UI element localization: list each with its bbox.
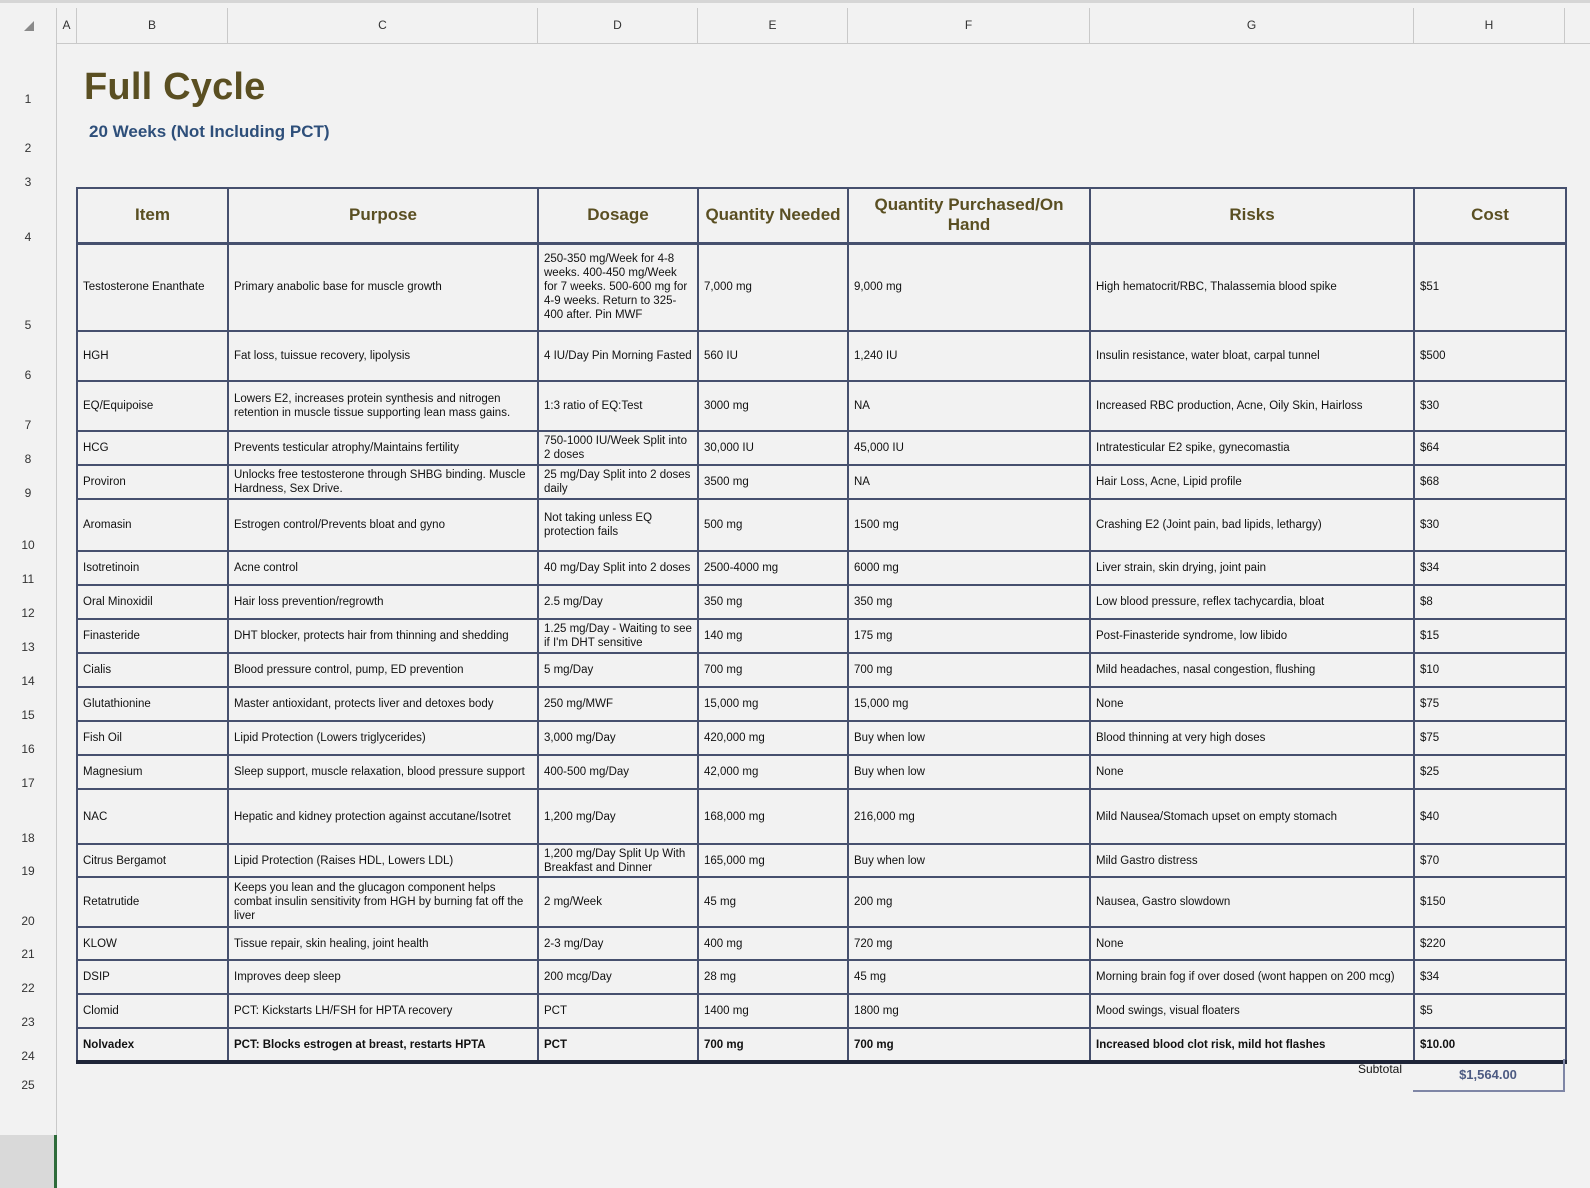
cell-quantity-purchased[interactable]: NA [848,465,1090,499]
cell-quantity-purchased[interactable]: 6000 mg [848,551,1090,585]
row-header-bar [0,43,57,1145]
cell-cost[interactable]: $150 [1414,877,1566,927]
cell-purpose[interactable]: Acne control [228,551,538,585]
table-row [77,755,1566,789]
row-header[interactable]: 5 [24,318,32,332]
cell-purpose[interactable]: Prevents testicular atrophy/Maintains fertility [228,431,538,465]
cell-dosage[interactable]: 1:3 ratio of EQ:Test [538,381,698,431]
cell-item[interactable]: Nolvadex [77,1028,228,1062]
select-all-triangle-icon [24,21,34,31]
cell-cost[interactable]: $40 [1414,789,1566,844]
cell-item[interactable]: Testosterone Enanthate [77,243,228,331]
cell-quantity-needed[interactable]: 700 mg [698,653,848,687]
column-header-e[interactable]: E [698,8,848,43]
cell-quantity-needed[interactable]: 3500 mg [698,465,848,499]
top-divider [0,0,1590,3]
cell-quantity-purchased[interactable]: 45 mg [848,960,1090,994]
cell-purpose[interactable]: Sleep support, muscle relaxation, blood pressure support [228,755,538,789]
cell-risks[interactable]: Morning brain fog if over dosed (wont happen on 200 mcg) [1090,960,1414,994]
cell-cost[interactable]: $500 [1414,331,1566,381]
cell-item[interactable]: DSIP [77,960,228,994]
cell-dosage[interactable]: 750-1000 IU/Week Split into 2 doses [538,431,698,465]
cell-quantity-needed[interactable]: 15,000 mg [698,687,848,721]
cell-purpose[interactable]: Tissue repair, skin healing, joint health [228,927,538,960]
cell-quantity-needed[interactable]: 28 mg [698,960,848,994]
cell-purpose[interactable]: Keeps you lean and the glucagon component helps combat insulin sensitivity from HGH by burning fat off the liver [228,877,538,927]
cell-cost[interactable]: $34 [1414,960,1566,994]
cell-quantity-purchased[interactable]: 700 mg [848,1028,1090,1062]
cell-dosage[interactable]: 1.25 mg/Day - Waiting to see if I'm DHT sensitive [538,619,698,653]
table-row [77,499,1566,551]
cell-cost[interactable]: $5 [1414,994,1566,1028]
row-header[interactable]: 10 [21,538,35,552]
cell-item[interactable]: Proviron [77,465,228,499]
cell-risks[interactable]: Liver strain, skin drying, joint pain [1090,551,1414,585]
cell-cost[interactable]: $75 [1414,721,1566,755]
cell-item[interactable]: Citrus Bergamot [77,844,228,877]
column-header-h[interactable]: H [1414,8,1565,43]
column-header-c[interactable]: C [228,8,538,43]
cell-quantity-needed[interactable]: 350 mg [698,585,848,619]
header-quantity-needed[interactable]: Quantity Needed [698,188,848,243]
header-cost[interactable]: Cost [1414,188,1566,243]
column-header-b[interactable]: B [77,8,228,43]
row-header[interactable]: 15 [21,708,35,722]
cell-dosage[interactable]: 2-3 mg/Day [538,927,698,960]
cell-risks[interactable]: Mild Gastro distress [1090,844,1414,877]
subtotal-value[interactable]: $1,564.00 [1413,1059,1565,1092]
cell-quantity-needed[interactable]: 400 mg [698,927,848,960]
cell-dosage[interactable]: PCT [538,994,698,1028]
cell-purpose[interactable]: Hepatic and kidney protection against accutane/Isotret [228,789,538,844]
cell-cost[interactable]: $68 [1414,465,1566,499]
table-row [77,585,1566,619]
table-row [77,721,1566,755]
cell-item[interactable]: Finasteride [77,619,228,653]
cell-item[interactable]: Glutathionine [77,687,228,721]
cell-cost[interactable]: $34 [1414,551,1566,585]
cell-quantity-needed[interactable]: 165,000 mg [698,844,848,877]
cell-quantity-purchased[interactable]: NA [848,381,1090,431]
cell-risks[interactable]: Nausea, Gastro slowdown [1090,877,1414,927]
cell-item[interactable]: Oral Minoxidil [77,585,228,619]
cell-quantity-needed[interactable]: 42,000 mg [698,755,848,789]
cell-item[interactable]: Magnesium [77,755,228,789]
cell-purpose[interactable]: Lowers E2, increases protein synthesis and nitrogen retention in muscle tissue supporting lean mass gains. [228,381,538,431]
cell-purpose[interactable]: Unlocks free testosterone through SHBG binding. Muscle Hardness, Sex Drive. [228,465,538,499]
cell-quantity-needed[interactable]: 45 mg [698,877,848,927]
table-row [77,465,1566,499]
header-quantity-purchased[interactable]: Quantity Purchased/On Hand [848,188,1090,243]
sheet-subtitle[interactable]: 20 Weeks (Not Including PCT) [89,122,330,141]
cell-risks[interactable]: Post-Finasteride syndrome, low libido [1090,619,1414,653]
cell-cost[interactable]: $10 [1414,653,1566,687]
cell-dosage[interactable]: 250 mg/MWF [538,687,698,721]
cell-dosage[interactable]: 200 mcg/Day [538,960,698,994]
row-header[interactable]: 25 [21,1078,35,1092]
cell-dosage[interactable]: 25 mg/Day Split into 2 doses daily [538,465,698,499]
cell-dosage[interactable]: 4 IU/Day Pin Morning Fasted [538,331,698,381]
table-row [77,243,1566,331]
column-header-g[interactable]: G [1090,8,1414,43]
table-row [77,551,1566,585]
cell-cost[interactable]: $64 [1414,431,1566,465]
table-row [77,1028,1566,1062]
cell-dosage[interactable]: Not taking unless EQ protection fails [538,499,698,551]
cell-cost[interactable]: $30 [1414,381,1566,431]
cell-cost[interactable]: $15 [1414,619,1566,653]
header-item[interactable]: Item [77,188,228,243]
cell-cost[interactable]: $70 [1414,844,1566,877]
cell-item[interactable]: HGH [77,331,228,381]
table-row [77,653,1566,687]
cell-quantity-purchased[interactable]: 216,000 mg [848,789,1090,844]
table-header-row [77,188,1566,243]
column-header-a[interactable]: A [57,8,77,43]
selected-row-indicator [0,1135,57,1188]
cell-dosage[interactable]: 250-350 mg/Week for 4-8 weeks. 400-450 mg/Week for 7 weeks. 500-600 mg for 4-9 weeks. Return to 325-400 after. Pin MWF [538,243,698,331]
cell-purpose[interactable]: DHT blocker, protects hair from thinning and shedding [228,619,538,653]
cell-dosage[interactable]: 40 mg/Day Split into 2 doses [538,551,698,585]
table-row [77,687,1566,721]
row-header[interactable]: 21 [21,947,35,961]
row-header[interactable]: 2 [24,141,32,155]
row-header[interactable]: 3 [24,175,32,189]
cell-quantity-needed[interactable]: 2500-4000 mg [698,551,848,585]
cell-risks[interactable]: Increased blood clot risk, mild hot flashes [1090,1028,1414,1062]
row-header[interactable]: 12 [21,606,35,620]
cell-risks[interactable]: Mild Nausea/Stomach upset on empty stomach [1090,789,1414,844]
cell-quantity-needed[interactable]: 140 mg [698,619,848,653]
cell-purpose[interactable]: Fat loss, tuissue recovery, lipolysis [228,331,538,381]
cell-purpose[interactable]: Blood pressure control, pump, ED prevention [228,653,538,687]
cell-purpose[interactable]: Lipid Protection (Raises HDL, Lowers LDL) [228,844,538,877]
cell-purpose[interactable]: Primary anabolic base for muscle growth [228,243,538,331]
row-header[interactable]: 8 [24,452,32,466]
cell-quantity-needed[interactable]: 560 IU [698,331,848,381]
cell-item[interactable]: HCG [77,431,228,465]
cell-quantity-purchased[interactable]: 175 mg [848,619,1090,653]
cell-dosage[interactable]: 5 mg/Day [538,653,698,687]
header-purpose[interactable]: Purpose [228,188,538,243]
table-row [77,381,1566,431]
cell-dosage[interactable]: 400-500 mg/Day [538,755,698,789]
cell-purpose[interactable]: Hair loss prevention/regrowth [228,585,538,619]
cell-dosage[interactable]: 2.5 mg/Day [538,585,698,619]
cell-cost[interactable]: $25 [1414,755,1566,789]
cell-risks[interactable]: High hematocrit/RBC, Thalassemia blood spike [1090,243,1414,331]
cell-quantity-needed[interactable]: 3000 mg [698,381,848,431]
cell-purpose[interactable]: Master antioxidant, protects liver and detoxes body [228,687,538,721]
row-header[interactable]: 22 [21,981,35,995]
row-header[interactable]: 9 [24,486,32,500]
cell-item[interactable]: Isotretinoin [77,551,228,585]
row-header[interactable]: 1 [24,92,32,106]
cell-purpose[interactable]: PCT: Kickstarts LH/FSH for HPTA recovery [228,994,538,1028]
cell-risks[interactable]: None [1090,927,1414,960]
row-header[interactable]: 4 [24,230,32,244]
table-row [77,960,1566,994]
cell-quantity-purchased[interactable]: 700 mg [848,653,1090,687]
cell-risks[interactable]: Mood swings, visual floaters [1090,994,1414,1028]
cell-quantity-needed[interactable]: 500 mg [698,499,848,551]
table-row [77,994,1566,1028]
cell-item[interactable]: KLOW [77,927,228,960]
cell-quantity-purchased[interactable]: Buy when low [848,721,1090,755]
cell-quantity-purchased[interactable]: 15,000 mg [848,687,1090,721]
cell-item[interactable]: Cialis [77,653,228,687]
header-dosage[interactable]: Dosage [538,188,698,243]
column-header-f[interactable]: F [848,8,1090,43]
cell-quantity-purchased[interactable]: 720 mg [848,927,1090,960]
cell-quantity-purchased[interactable]: 200 mg [848,877,1090,927]
table-row [77,331,1566,381]
cell-risks[interactable]: None [1090,687,1414,721]
row-header[interactable]: 20 [21,914,35,928]
cell-purpose[interactable]: PCT: Blocks estrogen at breast, restarts HPTA [228,1028,538,1062]
cell-quantity-needed[interactable]: 168,000 mg [698,789,848,844]
row-header[interactable]: 18 [21,831,35,845]
cell-cost[interactable]: $51 [1414,243,1566,331]
row-header[interactable]: 24 [21,1049,35,1063]
cell-quantity-purchased[interactable]: Buy when low [848,844,1090,877]
cell-cost[interactable]: $30 [1414,499,1566,551]
cell-item[interactable]: Aromasin [77,499,228,551]
cell-risks[interactable]: Intratesticular E2 spike, gynecomastia [1090,431,1414,465]
cell-dosage[interactable]: 2 mg/Week [538,877,698,927]
cell-quantity-needed[interactable]: 700 mg [698,1028,848,1062]
cell-quantity-needed[interactable]: 420,000 mg [698,721,848,755]
cell-risks[interactable]: Low blood pressure, reflex tachycardia, bloat [1090,585,1414,619]
cycle-table [76,187,1567,1064]
row-header[interactable]: 19 [21,864,35,878]
cell-dosage[interactable]: 3,000 mg/Day [538,721,698,755]
subtotal-label[interactable]: Subtotal [1357,1062,1402,1076]
cell-risks[interactable]: Insulin resistance, water bloat, carpal tunnel [1090,331,1414,381]
cell-quantity-needed[interactable]: 30,000 IU [698,431,848,465]
select-all-corner[interactable] [0,8,57,43]
cell-quantity-purchased[interactable]: 45,000 IU [848,431,1090,465]
cell-item[interactable]: Retatrutide [77,877,228,927]
cell-dosage[interactable]: 1,200 mg/Day [538,789,698,844]
cell-purpose[interactable]: Estrogen control/Prevents bloat and gyno [228,499,538,551]
row-header[interactable]: 11 [21,572,35,586]
cell-risks[interactable]: Crashing E2 (Joint pain, bad lipids, lethargy) [1090,499,1414,551]
cell-quantity-needed[interactable]: 1400 mg [698,994,848,1028]
cell-dosage[interactable]: PCT [538,1028,698,1062]
cell-cost[interactable]: $10.00 [1414,1028,1566,1062]
table-row [77,431,1566,465]
table-row [77,619,1566,653]
table-row [77,844,1566,877]
cell-risks[interactable]: Mild headaches, nasal congestion, flushing [1090,653,1414,687]
row-header[interactable]: 6 [24,368,32,382]
cell-quantity-purchased[interactable]: 1500 mg [848,499,1090,551]
sheet-title[interactable]: Full Cycle [84,66,266,108]
column-header-bar [0,0,1590,44]
column-header-d[interactable]: D [538,8,698,43]
cell-purpose[interactable]: Improves deep sleep [228,960,538,994]
cell-dosage[interactable]: 1,200 mg/Day Split Up With Breakfast and Dinner [538,844,698,877]
row-header[interactable]: 14 [21,674,35,688]
cell-quantity-purchased[interactable]: 9,000 mg [848,243,1090,331]
cell-item[interactable]: NAC [77,789,228,844]
cell-item[interactable]: EQ/Equipoise [77,381,228,431]
cell-risks[interactable]: None [1090,755,1414,789]
cell-risks[interactable]: Increased RBC production, Acne, Oily Skin, Hairloss [1090,381,1414,431]
cell-cost[interactable]: $220 [1414,927,1566,960]
cell-quantity-purchased[interactable]: 350 mg [848,585,1090,619]
row-header[interactable]: 16 [21,742,35,756]
header-risks[interactable]: Risks [1090,188,1414,243]
cell-purpose[interactable]: Lipid Protection (Lowers triglycerides) [228,721,538,755]
row-header[interactable]: 13 [21,640,35,654]
table-row [77,927,1566,960]
cell-risks[interactable]: Blood thinning at very high doses [1090,721,1414,755]
cell-item[interactable]: Clomid [77,994,228,1028]
row-header[interactable]: 23 [21,1015,35,1029]
cell-cost[interactable]: $8 [1414,585,1566,619]
cell-risks[interactable]: Hair Loss, Acne, Lipid profile [1090,465,1414,499]
cell-item[interactable]: Fish Oil [77,721,228,755]
row-header[interactable]: 17 [21,776,35,790]
row-header[interactable]: 7 [24,418,32,432]
cell-quantity-purchased[interactable]: Buy when low [848,755,1090,789]
table-row [77,877,1566,927]
cell-quantity-purchased[interactable]: 1,240 IU [848,331,1090,381]
cell-cost[interactable]: $75 [1414,687,1566,721]
cell-quantity-purchased[interactable]: 1800 mg [848,994,1090,1028]
cell-quantity-needed[interactable]: 7,000 mg [698,243,848,331]
table-row [77,789,1566,844]
